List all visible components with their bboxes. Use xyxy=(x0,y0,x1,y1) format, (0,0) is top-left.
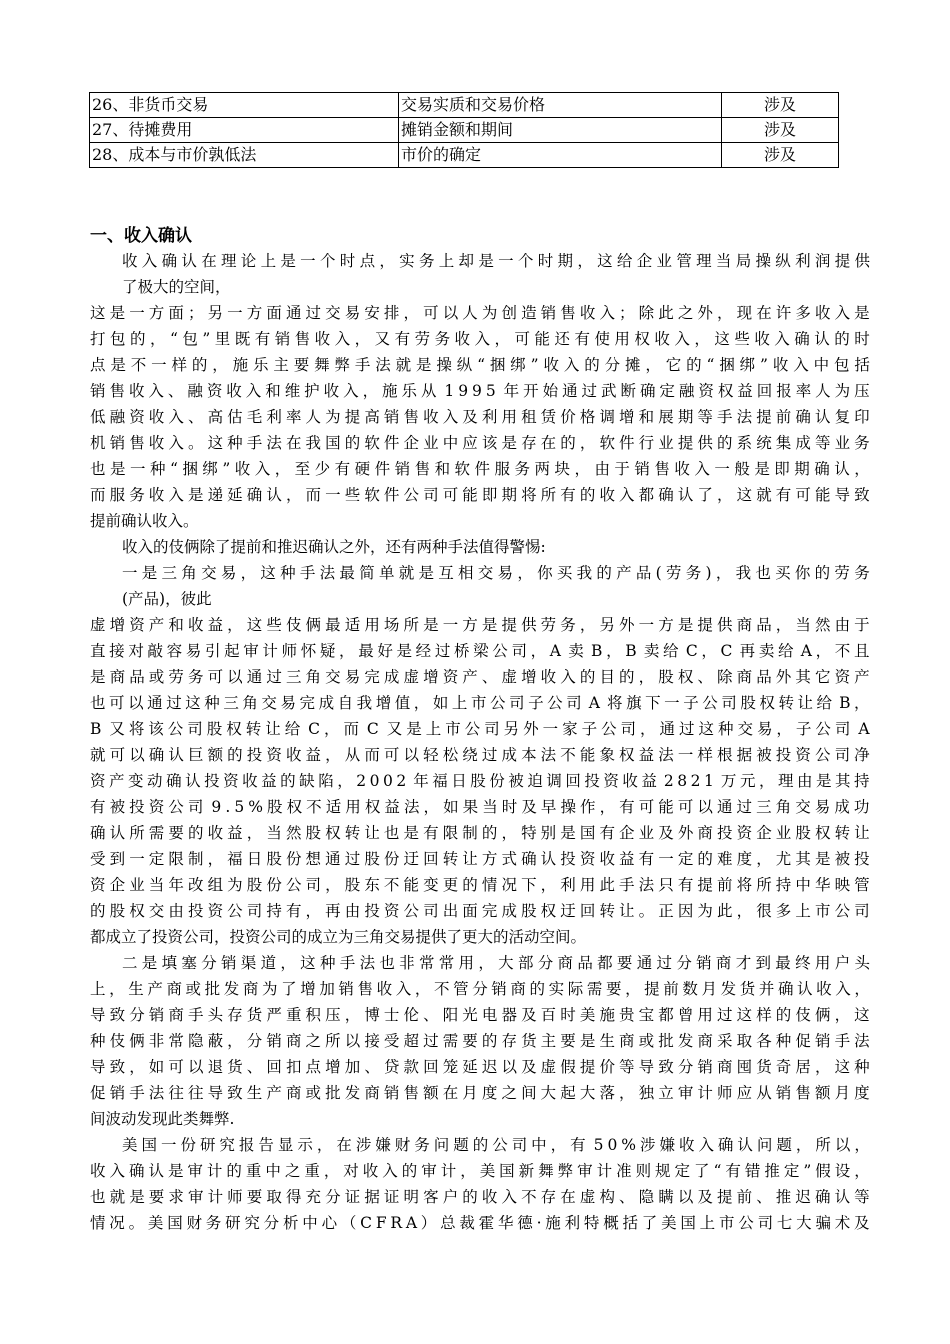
text-line: 虚 增 资 产 和 收 益 ， 这 些 伎 俩 最 适 用 场 所 是 一 方 是 提 供 劳 务 ， 另 外 一 方 是 提 供 商 品 ， 当 然 由 于 xyxy=(90,616,870,634)
table-row xyxy=(90,143,839,168)
text-line: 了极大的空间， xyxy=(122,278,231,296)
text-line: 种 伎 俩 非 常 隐 蔽 ， 分 销 商 之 所 以 接 受 超 过 需 要 的 存 货 主 要 是 生 商 或 批 发 商 采 取 各 种 促 销 手 法 xyxy=(90,1032,870,1050)
text-line: 导 致 ， 如 可 以 退 货 、 回 扣 点 增 加 、 贷 款 回 笼 延 迟 以 及 虚 假 提 价 等 导 致 分 销 商 囤 货 奇 居 ， 这 种 xyxy=(90,1058,870,1076)
text-line: 收 入 确 认 是 审 计 的 重 中 之 重 ， 对 收 入 的 审 计 ， 美 国 新 舞 弊 审 计 准 则 规 定 了 “ 有 错 推 定 ” 假 设 ， xyxy=(90,1162,870,1180)
text-line: 间波动发现此类舞弊. xyxy=(90,1110,235,1128)
text-line: 而 服 务 收 入 是 递 延 确 认 ， 而 一 些 软 件 公 司 可 能 即 期 将 所 有 的 收 入 都 确 认 了 ， 这 就 有 可 能 导 致 xyxy=(90,486,870,504)
text-line: 也 就 是 要 求 审 计 师 要 取 得 充 分 证 据 证 明 客 户 的 收 入 不 存 在 虚 构 、 隐 瞒 以 及 提 前 、 推 迟 确 认 等 xyxy=(90,1188,870,1206)
text-line: 收 入 确 认 在 理 论 上 是 一 个 时 点 ， 实 务 上 却 是 一 个 时 期 ， 这 给 企 业 管 理 当 局 操 纵 利 润 提 供 xyxy=(122,252,870,270)
text-line: 二 是 填 塞 分 销 渠 道 ， 这 种 手 法 也 非 常 常 用 ， 大 部 分 商 品 都 要 通 过 分 销 商 才 到 最 终 用 户 头 xyxy=(122,954,870,972)
table-row xyxy=(90,118,839,143)
text-line: 资 企 业 当 年 改 组 为 股 份 公 司 ， 股 东 不 能 变 更 的 情 况 下 ， 利 用 此 手 法 只 有 提 前 将 所 持 中 华 映 管 xyxy=(90,876,870,894)
table-cell-focus: 市价的确定 xyxy=(399,143,722,168)
text-line: 销 售 收 入 、 融 资 收 入 和 维 护 收 入 ， 施 乐 从 1 9 9 5 年 开 始 通 过 武 断 确 定 融 资 权 益 回 报 率 人 为 压 xyxy=(90,382,870,400)
text-line: 提前确认收入。 xyxy=(90,512,199,530)
table-cell-item: 28、成本与市价孰低法 xyxy=(90,143,399,168)
text-line: 美 国 一 份 研 究 报 告 显 示 ， 在 涉 嫌 财 务 问 题 的 公 司 中 ， 有 5 0 % 涉 嫌 收 入 确 认 问 题 ， 所 以 ， xyxy=(122,1136,870,1154)
text-line: 点 是 不 一 样 的 ， 施 乐 主 要 舞 弊 手 法 就 是 操 纵 “ 捆 绑 ” 收 入 的 分 摊 ， 它 的 “ 捆 绑 ” 收 入 中 包 括 xyxy=(90,356,870,374)
table-cell-item: 26、非货币交易 xyxy=(90,93,399,118)
text-line: 这 是 一 方 面 ； 另 一 方 面 通 过 交 易 安 排 ， 可 以 人 为 创 造 销 售 收 入 ； 除 此 之 外 ， 现 在 许 多 收 入 是 xyxy=(90,304,870,322)
section-heading: 一、收入确认 xyxy=(90,226,192,246)
text-line: 情 况 。 美 国 财 务 研 究 分 析 中 心 （ C F R A ） 总 裁 霍 华 德 · 施 利 特 概 括 了 美 国 上 市 公 司 七 大 骗 术 及 xyxy=(90,1214,870,1232)
text-line: 是 商 品 或 劳 务 可 以 通 过 三 角 交 易 完 成 虚 增 资 产 、 虚 增 收 入 的 目 的 ， 股 权 、 除 商 品 外 其 它 资 产 xyxy=(90,668,870,686)
table-cell-flag: 涉及 xyxy=(722,93,839,118)
text-line: 低 融 资 收 入 、 高 估 毛 利 率 人 为 提 高 销 售 收 入 及 利 用 租 赁 价 格 调 增 和 展 期 等 手 法 提 前 确 认 复 印 xyxy=(90,408,870,426)
table-cell-flag: 涉及 xyxy=(722,143,839,168)
table-row xyxy=(90,93,839,118)
text-line: 有 被 投 资 公 司 9 . 5 % 股 权 不 适 用 权 益 法 ， 如 果 当 时 及 早 操 作 ， 有 可 能 可 以 通 过 三 角 交 易 成 功 xyxy=(90,798,870,816)
table-cell-focus: 交易实质和交易价格 xyxy=(399,93,722,118)
text-line: 都成立了投资公司，投资公司的成立为三角交易提供了更大的活动空间。 xyxy=(90,928,587,946)
table-cell-flag: 涉及 xyxy=(722,118,839,143)
text-line: (产品)，彼此 xyxy=(122,590,212,608)
text-line: 导 致 分 销 商 手 头 存 货 严 重 积 压 ， 博 士 伦 、 阳 光 电 器 及 百 时 美 施 贵 宝 都 曾 用 过 这 样 的 伎 俩 ， 这 xyxy=(90,1006,870,1024)
text-line: 确 认 所 需 要 的 收 益 ， 当 然 股 权 转 让 也 是 有 限 制 的 ， 特 别 是 国 有 企 业 及 外 商 投 资 企 业 股 权 转 让 xyxy=(90,824,870,842)
table-cell-focus: 摊销金额和期间 xyxy=(399,118,722,143)
text-line: B 又 将 该 公 司 股 权 转 让 给 C ， 而 C 又 是 上 市 公 司 另 外 一 家 子 公 司 ， 通 过 这 种 交 易 ， 子 公 司 A xyxy=(90,720,870,738)
text-line: 上 ， 生 产 商 或 批 发 商 为 了 增 加 销 售 收 入 ， 不 管 分 销 商 的 实 际 需 要 ， 提 前 数 月 发 货 并 确 认 收 入 ， xyxy=(90,980,870,998)
text-line: 资 产 变 动 确 认 投 资 收 益 的 缺 陷 ， 2 0 0 2 年 福 日 股 份 被 迫 调 回 投 资 收 益 2 8 2 1 万 元 ， 理 由 是 其 持 xyxy=(90,772,870,790)
text-line: 也 是 一 种 “ 捆 绑 ” 收 入 ， 至 少 有 硬 件 销 售 和 软 件 服 务 两 块 ， 由 于 销 售 收 入 一 般 是 即 期 确 认 ， xyxy=(90,460,870,478)
text-line: 机 销 售 收 入 。 这 种 手 法 在 我 国 的 软 件 企 业 中 应 该 是 存 在 的 ， 软 件 行 业 提 供 的 系 统 集 成 等 业 务 xyxy=(90,434,870,452)
text-line: 也 可 以 通 过 这 种 三 角 交 易 完 成 自 我 增 值 ， 如 上 市 公 司 子 公 司 A 将 旗 下 一 子 公 司 股 权 转 让 给 B ， xyxy=(90,694,870,712)
text-line: 直 接 对 敲 容 易 引 起 审 计 师 怀 疑 ， 最 好 是 经 过 桥 梁 公 司 ， A 卖 B ， B 卖 给 C ， C 再 卖 给 A ， 不 且 xyxy=(90,642,870,660)
text-line: 收入的伎俩除了提前和推迟确认之外，还有两种手法值得警惕: xyxy=(122,538,546,556)
audit-risk-table xyxy=(89,92,839,168)
body-text xyxy=(90,248,870,1236)
text-line: 打 包 的 ， “ 包 ” 里 既 有 销 售 收 入 ， 又 有 劳 务 收 入 ， 可 能 还 有 使 用 权 收 入 ， 这 些 收 入 确 认 的 时 xyxy=(90,330,870,348)
text-line: 就 可 以 确 认 巨 额 的 投 资 收 益 ， 从 而 可 以 轻 松 绕 过 成 本 法 不 能 象 权 益 法 一 样 根 据 被 投 资 公 司 净 xyxy=(90,746,870,764)
text-line: 的 股 权 交 由 投 资 公 司 持 有 ， 再 由 投 资 公 司 出 面 完 成 股 权 迂 回 转 让 。 正 因 为 此 ， 很 多 上 市 公 司 xyxy=(90,902,870,920)
text-line: 促 销 手 法 往 往 导 致 生 产 商 或 批 发 商 销 售 额 在 月 度 之 间 大 起 大 落 ， 独 立 审 计 师 应 从 销 售 额 月 度 xyxy=(90,1084,870,1102)
text-line: 受 到 一 定 限 制 ， 福 日 股 份 想 通 过 股 份 迂 回 转 让 方 式 确 认 投 资 收 益 有 一 定 的 难 度 ， 尤 其 是 被 投 xyxy=(90,850,870,868)
text-line: 一 是 三 角 交 易 ， 这 种 手 法 最 简 单 就 是 互 相 交 易 ， 你 买 我 的 产 品 ( 劳 务 ) ， 我 也 买 你 的 劳 务 xyxy=(122,564,870,582)
table-cell-item: 27、待摊费用 xyxy=(90,118,399,143)
